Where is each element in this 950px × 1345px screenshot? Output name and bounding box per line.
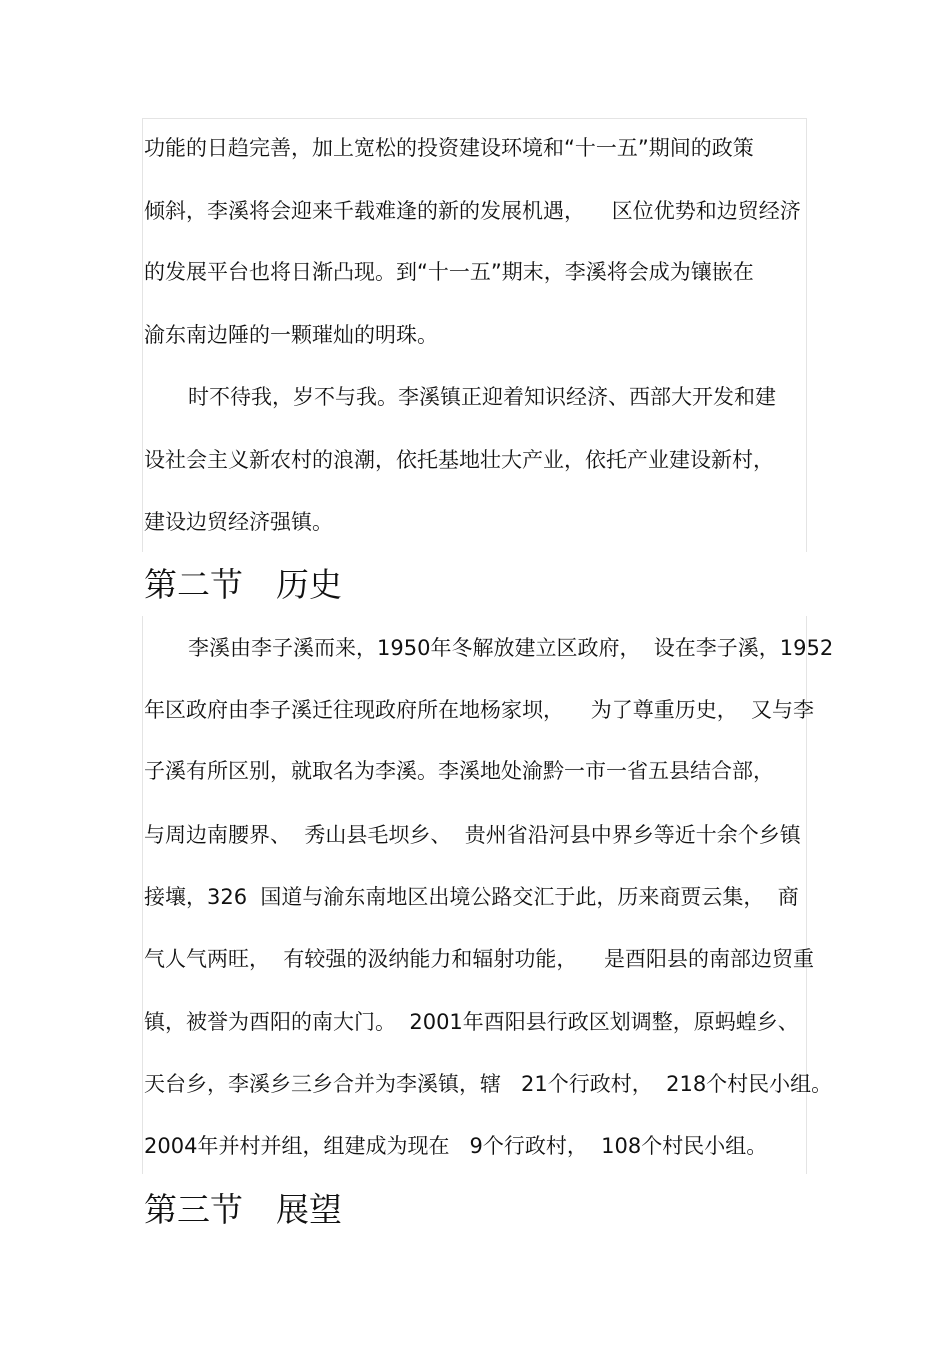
paragraph-line: 倾斜，李溪将会迎来千载难逢的新的发展机遇， 区位优势和边贸经济	[144, 199, 801, 223]
paragraph-line: 天台乡，李溪乡三乡合并为李溪镇，辖 21个行政村， 218个村民小组。	[144, 1072, 833, 1096]
paragraph-line: 时不待我，岁不与我。李溪镇正迎着知识经济、西部大开发和建	[188, 385, 776, 409]
paragraph-line: 建设边贸经济强镇。	[144, 510, 333, 534]
paragraph-line: 接壤，326 国道与渝东南地区出境公路交汇于此，历来商贾云集， 商	[144, 885, 799, 909]
paragraph-line: 2004年并村并组，组建成为现在 9个行政村， 108个村民小组。	[144, 1134, 768, 1158]
paragraph-line: 功能的日趋完善，加上宽松的投资建设环境和“十一五”期间的政策	[144, 136, 754, 160]
paragraph-line: 的发展平台也将日渐凸现。到“十一五”期末，李溪将会成为镶嵌在	[144, 260, 754, 284]
section-heading: 第三节 展望	[144, 1190, 342, 1229]
section-heading: 第二节 历史	[144, 565, 342, 604]
paragraph-line: 渝东南边陲的一颗璀灿的明珠。	[144, 323, 438, 347]
paragraph-line: 气人气两旺， 有较强的汲纳能力和辐射功能， 是酉阳县的南部边贸重	[144, 947, 815, 971]
paragraph-line: 镇，被誉为酉阳的南大门。 2001年酉阳县行政区划调整，原蚂蝗乡、	[144, 1010, 799, 1034]
paragraph-line: 与周边南腰界、 秀山县毛坝乡、 贵州省沿河县中界乡等近十余个乡镇	[144, 823, 801, 847]
paragraph-line: 子溪有所区别，就取名为李溪。李溪地处渝黔一市一省五县结合部，	[144, 759, 774, 783]
paragraph-line: 李溪由李子溪而来，1950年冬解放建立区政府， 设在李子溪，1952	[188, 636, 834, 660]
paragraph-line: 设社会主义新农村的浪潮，依托基地壮大产业，依托产业建设新村，	[144, 448, 774, 472]
paragraph-line: 年区政府由李子溪迁往现政府所在地杨家坝， 为了尊重历史， 又与李	[144, 698, 815, 722]
